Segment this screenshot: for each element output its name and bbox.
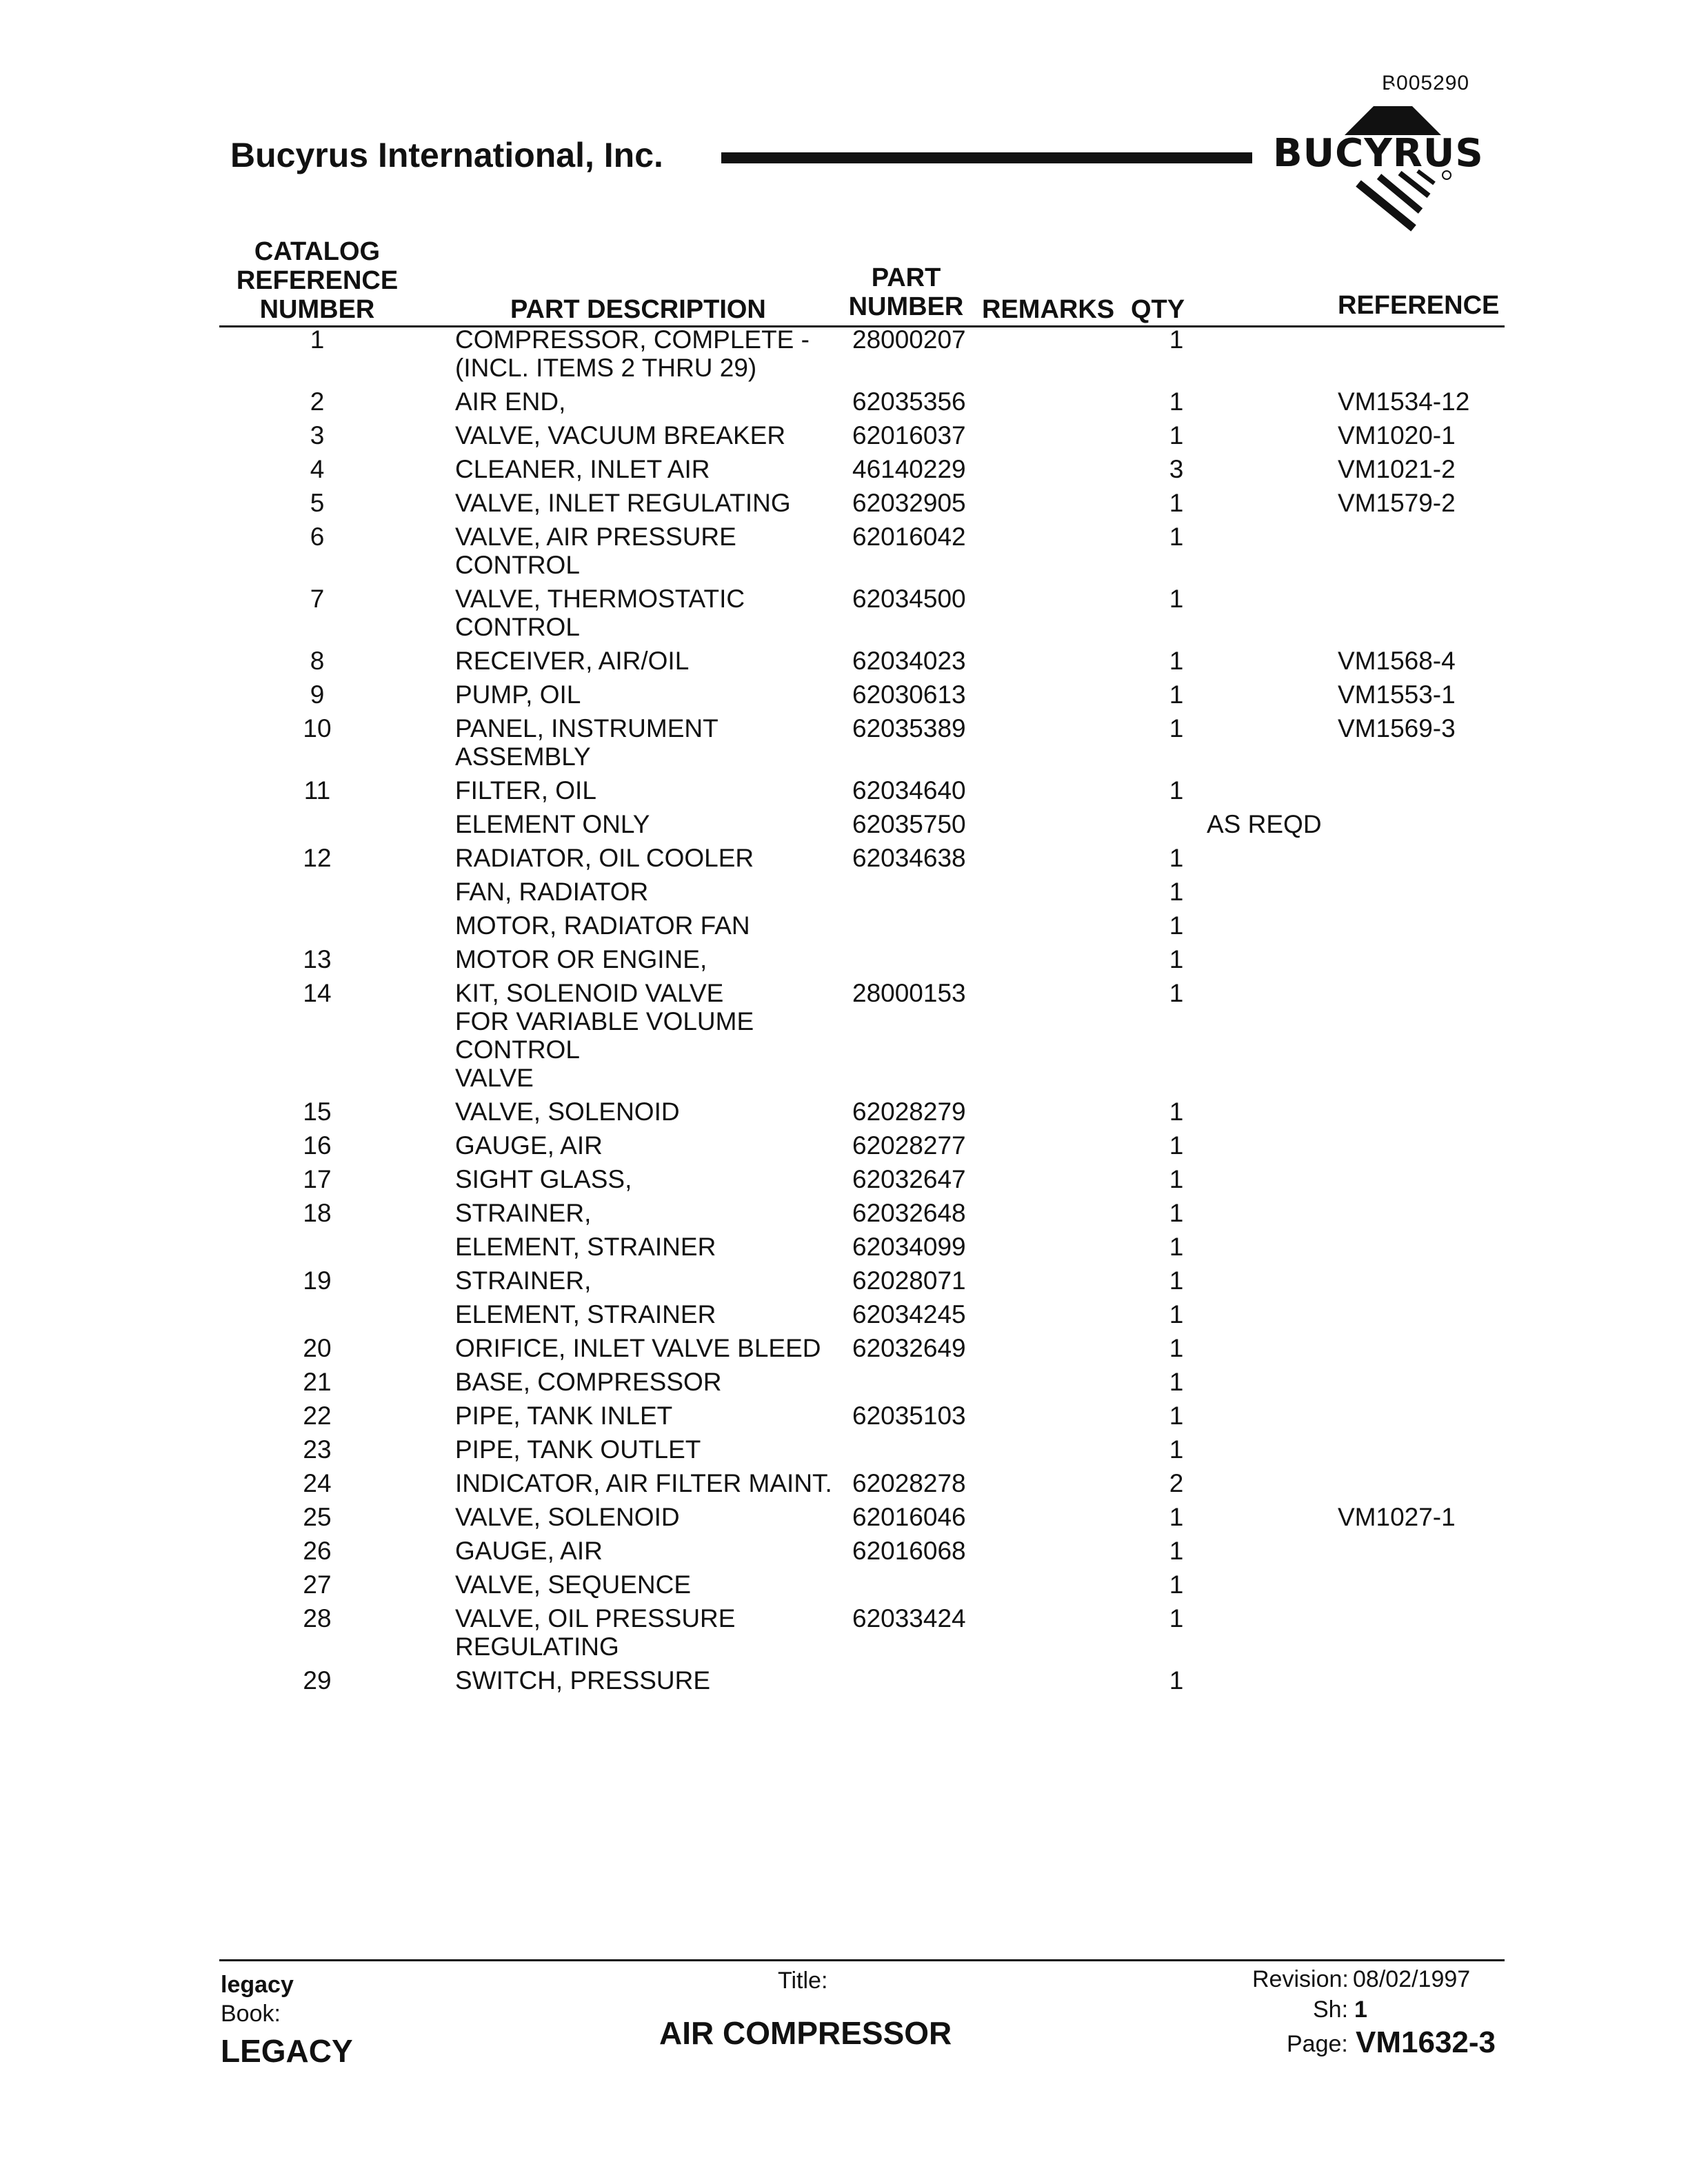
quantity: 1 xyxy=(1169,325,1184,354)
part-description: VALVE, SOLENOID xyxy=(455,1098,680,1126)
quantity: 1 xyxy=(1169,1666,1184,1695)
part-number: 62033424 xyxy=(852,1604,966,1632)
part-description: PIPE, TANK INLET xyxy=(455,1402,673,1430)
part-description: CONTROL xyxy=(455,1035,580,1064)
reference: VM1569-3 xyxy=(1338,714,1456,742)
quantity: 1 xyxy=(1169,911,1184,940)
part-number: 62028278 xyxy=(852,1469,966,1497)
part-description: AIR END, xyxy=(455,387,566,416)
part-number: 46140229 xyxy=(852,455,966,483)
quantity: 1 xyxy=(1169,1537,1184,1565)
quantity: 1 xyxy=(1169,1570,1184,1599)
quantity: 1 xyxy=(1169,776,1184,805)
reference: VM1021-2 xyxy=(1338,455,1456,483)
quantity: 1 xyxy=(1169,878,1184,906)
quantity: 1 xyxy=(1169,1435,1184,1464)
quantity: 1 xyxy=(1169,1266,1184,1295)
catalog-header-line: REFERENCE xyxy=(236,266,399,295)
part-description: ELEMENT, STRAINER xyxy=(455,1233,716,1261)
part-description: VALVE, AIR PRESSURE xyxy=(455,523,736,551)
part-number: 62028277 xyxy=(852,1131,966,1160)
part-description: VALVE, VACUUM BREAKER xyxy=(455,421,786,449)
part-number: 62034638 xyxy=(852,844,966,872)
catalog-number: 4 xyxy=(310,455,325,483)
part-number: 62034640 xyxy=(852,776,966,805)
quantity: 1 xyxy=(1169,1098,1184,1126)
part-number: 62028279 xyxy=(852,1098,966,1126)
footer-book-label: Book: xyxy=(221,2001,281,2027)
part-description: SIGHT GLASS, xyxy=(455,1165,632,1193)
part-description: MOTOR, RADIATOR FAN xyxy=(455,911,750,940)
part-description: FAN, RADIATOR xyxy=(455,878,649,906)
quantity: 1 xyxy=(1169,1300,1184,1328)
reference: VM1020-1 xyxy=(1338,421,1456,449)
part-number: 62028071 xyxy=(852,1266,966,1295)
part-description: FOR VARIABLE VOLUME xyxy=(455,1007,754,1035)
catalog-number: 16 xyxy=(303,1131,332,1160)
part-description: ELEMENT, STRAINER xyxy=(455,1300,716,1328)
part-number: 62016042 xyxy=(852,523,966,551)
catalog-number: 8 xyxy=(310,647,325,675)
column-header-remarks: REMARKS xyxy=(982,295,1115,324)
part-description: VALVE, SEQUENCE xyxy=(455,1570,692,1599)
part-description: STRAINER, xyxy=(455,1199,592,1227)
part-number: 62032648 xyxy=(852,1199,966,1227)
part-number: 62032905 xyxy=(852,489,966,517)
quantity: 1 xyxy=(1169,1503,1184,1531)
quantity: 1 xyxy=(1169,1334,1184,1362)
catalog-number: 27 xyxy=(303,1570,332,1599)
part-number: 62034245 xyxy=(852,1300,966,1328)
part-description: BASE, COMPRESSOR xyxy=(455,1368,722,1396)
footer-rule xyxy=(219,1959,1505,1961)
part-description: COMPRESSOR, COMPLETE - xyxy=(455,325,810,354)
part-description: STRAINER, xyxy=(455,1266,592,1295)
part-header-line: NUMBER xyxy=(848,292,964,321)
catalog-number: 7 xyxy=(310,585,325,613)
catalog-number: 29 xyxy=(303,1666,332,1695)
catalog-number: 28 xyxy=(303,1604,332,1632)
quantity: 1 xyxy=(1169,387,1184,416)
quantity: 1 xyxy=(1169,1131,1184,1160)
footer-page-label: Page: xyxy=(1287,2031,1348,2057)
logo-wordmark: BUCYRUS xyxy=(1273,131,1484,176)
part-description: MOTOR OR ENGINE, xyxy=(455,945,707,973)
footer-book: LEGACY xyxy=(221,2033,353,2069)
quantity: 1 xyxy=(1169,680,1184,709)
quantity: 1 xyxy=(1169,421,1184,449)
company-name: Bucyrus International, Inc. xyxy=(230,136,663,174)
quantity: 1 xyxy=(1169,523,1184,551)
quantity: 1 xyxy=(1169,979,1184,1007)
catalog-number: 5 xyxy=(310,489,325,517)
quantity: 3 xyxy=(1169,455,1184,483)
catalog-number: 3 xyxy=(310,421,325,449)
reference: VM1568-4 xyxy=(1338,647,1456,675)
quantity: 1 xyxy=(1169,585,1184,613)
quantity: 1 xyxy=(1169,489,1184,517)
part-number: 62016068 xyxy=(852,1537,966,1565)
reference: VM1027-1 xyxy=(1338,1503,1456,1531)
part-description: CONTROL xyxy=(455,613,580,641)
part-number: 62035389 xyxy=(852,714,966,742)
part-number: 62034023 xyxy=(852,647,966,675)
footer-title: AIR COMPRESSOR xyxy=(659,2015,952,2051)
column-header-reference: REFERENCE xyxy=(1338,291,1500,320)
part-description: VALVE xyxy=(455,1064,534,1092)
part-description: KIT, SOLENOID VALVE xyxy=(455,979,724,1007)
catalog-header-line: NUMBER xyxy=(259,295,375,324)
part-description: ORIFICE, INLET VALVE BLEED xyxy=(455,1334,821,1362)
catalog-number: 20 xyxy=(303,1334,332,1362)
quantity: 1 xyxy=(1169,1165,1184,1193)
catalog-number: 23 xyxy=(303,1435,332,1464)
catalog-number: 9 xyxy=(310,680,325,709)
catalog-number: 6 xyxy=(310,523,325,551)
part-description: VALVE, OIL PRESSURE xyxy=(455,1604,736,1632)
column-header-qty: QTY xyxy=(1131,295,1185,324)
catalog-number: 13 xyxy=(303,945,332,973)
footer-revision: 08/02/1997 xyxy=(1353,1966,1471,1992)
part-description: INDICATOR, AIR FILTER MAINT. xyxy=(455,1469,832,1497)
part-description: ELEMENT ONLY xyxy=(455,810,650,838)
quantity: 1 xyxy=(1169,1368,1184,1396)
catalog-number: 15 xyxy=(303,1098,332,1126)
part-description: (INCL. ITEMS 2 THRU 29) xyxy=(455,354,757,382)
part-description: GAUGE, AIR xyxy=(455,1131,603,1160)
reference: VM1579-2 xyxy=(1338,489,1456,517)
column-header-catalog xyxy=(234,237,400,324)
part-number: 28000153 xyxy=(852,979,966,1007)
part-number: 62016037 xyxy=(852,421,966,449)
part-number: 62034500 xyxy=(852,585,966,613)
catalog-number: 26 xyxy=(303,1537,332,1565)
catalog-number: 21 xyxy=(303,1368,332,1396)
quantity: 1 xyxy=(1169,1233,1184,1261)
catalog-header-line: CATALOG xyxy=(254,237,381,266)
catalog-number: 1 xyxy=(310,325,325,354)
part-number: 62030613 xyxy=(852,680,966,709)
quantity: 1 xyxy=(1169,1199,1184,1227)
footer-legacy: legacy xyxy=(221,1972,294,1998)
catalog-number: 25 xyxy=(303,1503,332,1531)
quantity: 1 xyxy=(1169,844,1184,872)
catalog-number: 14 xyxy=(303,979,332,1007)
part-number: 62035750 xyxy=(852,810,966,838)
header-rule xyxy=(721,152,1252,163)
part-description: GAUGE, AIR xyxy=(455,1537,603,1565)
quantity: 2 xyxy=(1169,1469,1184,1497)
part-description: PUMP, OIL xyxy=(455,680,581,709)
catalog-number: 10 xyxy=(303,714,332,742)
remarks: AS REQD xyxy=(1207,810,1322,838)
part-description: VALVE, INLET REGULATING xyxy=(455,489,791,517)
part-description: RECEIVER, AIR/OIL xyxy=(455,647,690,675)
catalog-number: 24 xyxy=(303,1469,332,1497)
quantity: 1 xyxy=(1169,714,1184,742)
catalog-number: 18 xyxy=(303,1199,332,1227)
footer-sheet-label: Sh: xyxy=(1313,1996,1349,2023)
part-description: PIPE, TANK OUTLET xyxy=(455,1435,701,1464)
column-header-description: PART DESCRIPTION xyxy=(510,295,766,324)
footer-revision-label: Revision: xyxy=(1252,1966,1349,1992)
part-description: SWITCH, PRESSURE xyxy=(455,1666,711,1695)
part-description: RADIATOR, OIL COOLER xyxy=(455,844,754,872)
part-number: 28000207 xyxy=(852,325,966,354)
catalog-number: 2 xyxy=(310,387,325,416)
part-number: 62032647 xyxy=(852,1165,966,1193)
part-number: 62034099 xyxy=(852,1233,966,1261)
catalog-number: 17 xyxy=(303,1165,332,1193)
reference: VM1553-1 xyxy=(1338,680,1456,709)
document-id: B005290 xyxy=(1382,72,1470,94)
part-number: 62032649 xyxy=(852,1334,966,1362)
footer-page: VM1632-3 xyxy=(1356,2025,1496,2059)
part-description: CLEANER, INLET AIR xyxy=(455,455,710,483)
column-header-part-number xyxy=(844,263,968,321)
catalog-number: 22 xyxy=(303,1402,332,1430)
footer-sheet: 1 xyxy=(1354,1996,1367,2023)
quantity: 1 xyxy=(1169,647,1184,675)
footer-title-label: Title: xyxy=(778,1968,828,1994)
part-number: 62035356 xyxy=(852,387,966,416)
quantity: 1 xyxy=(1169,1604,1184,1632)
part-number: 62035103 xyxy=(852,1402,966,1430)
catalog-number: 12 xyxy=(303,844,332,872)
part-number: 62016046 xyxy=(852,1503,966,1531)
quantity: 1 xyxy=(1169,945,1184,973)
part-description: CONTROL xyxy=(455,551,580,579)
part-description: VALVE, SOLENOID xyxy=(455,1503,680,1531)
part-description: ASSEMBLY xyxy=(455,742,591,771)
part-description: FILTER, OIL xyxy=(455,776,596,805)
part-description: PANEL, INSTRUMENT xyxy=(455,714,719,742)
catalog-number: 19 xyxy=(303,1266,332,1295)
part-description: REGULATING xyxy=(455,1632,619,1661)
part-header-line: PART xyxy=(871,263,941,292)
part-description: VALVE, THERMOSTATIC xyxy=(455,585,745,613)
quantity: 1 xyxy=(1169,1402,1184,1430)
catalog-number: 11 xyxy=(303,776,331,805)
reference: VM1534-12 xyxy=(1338,387,1470,416)
